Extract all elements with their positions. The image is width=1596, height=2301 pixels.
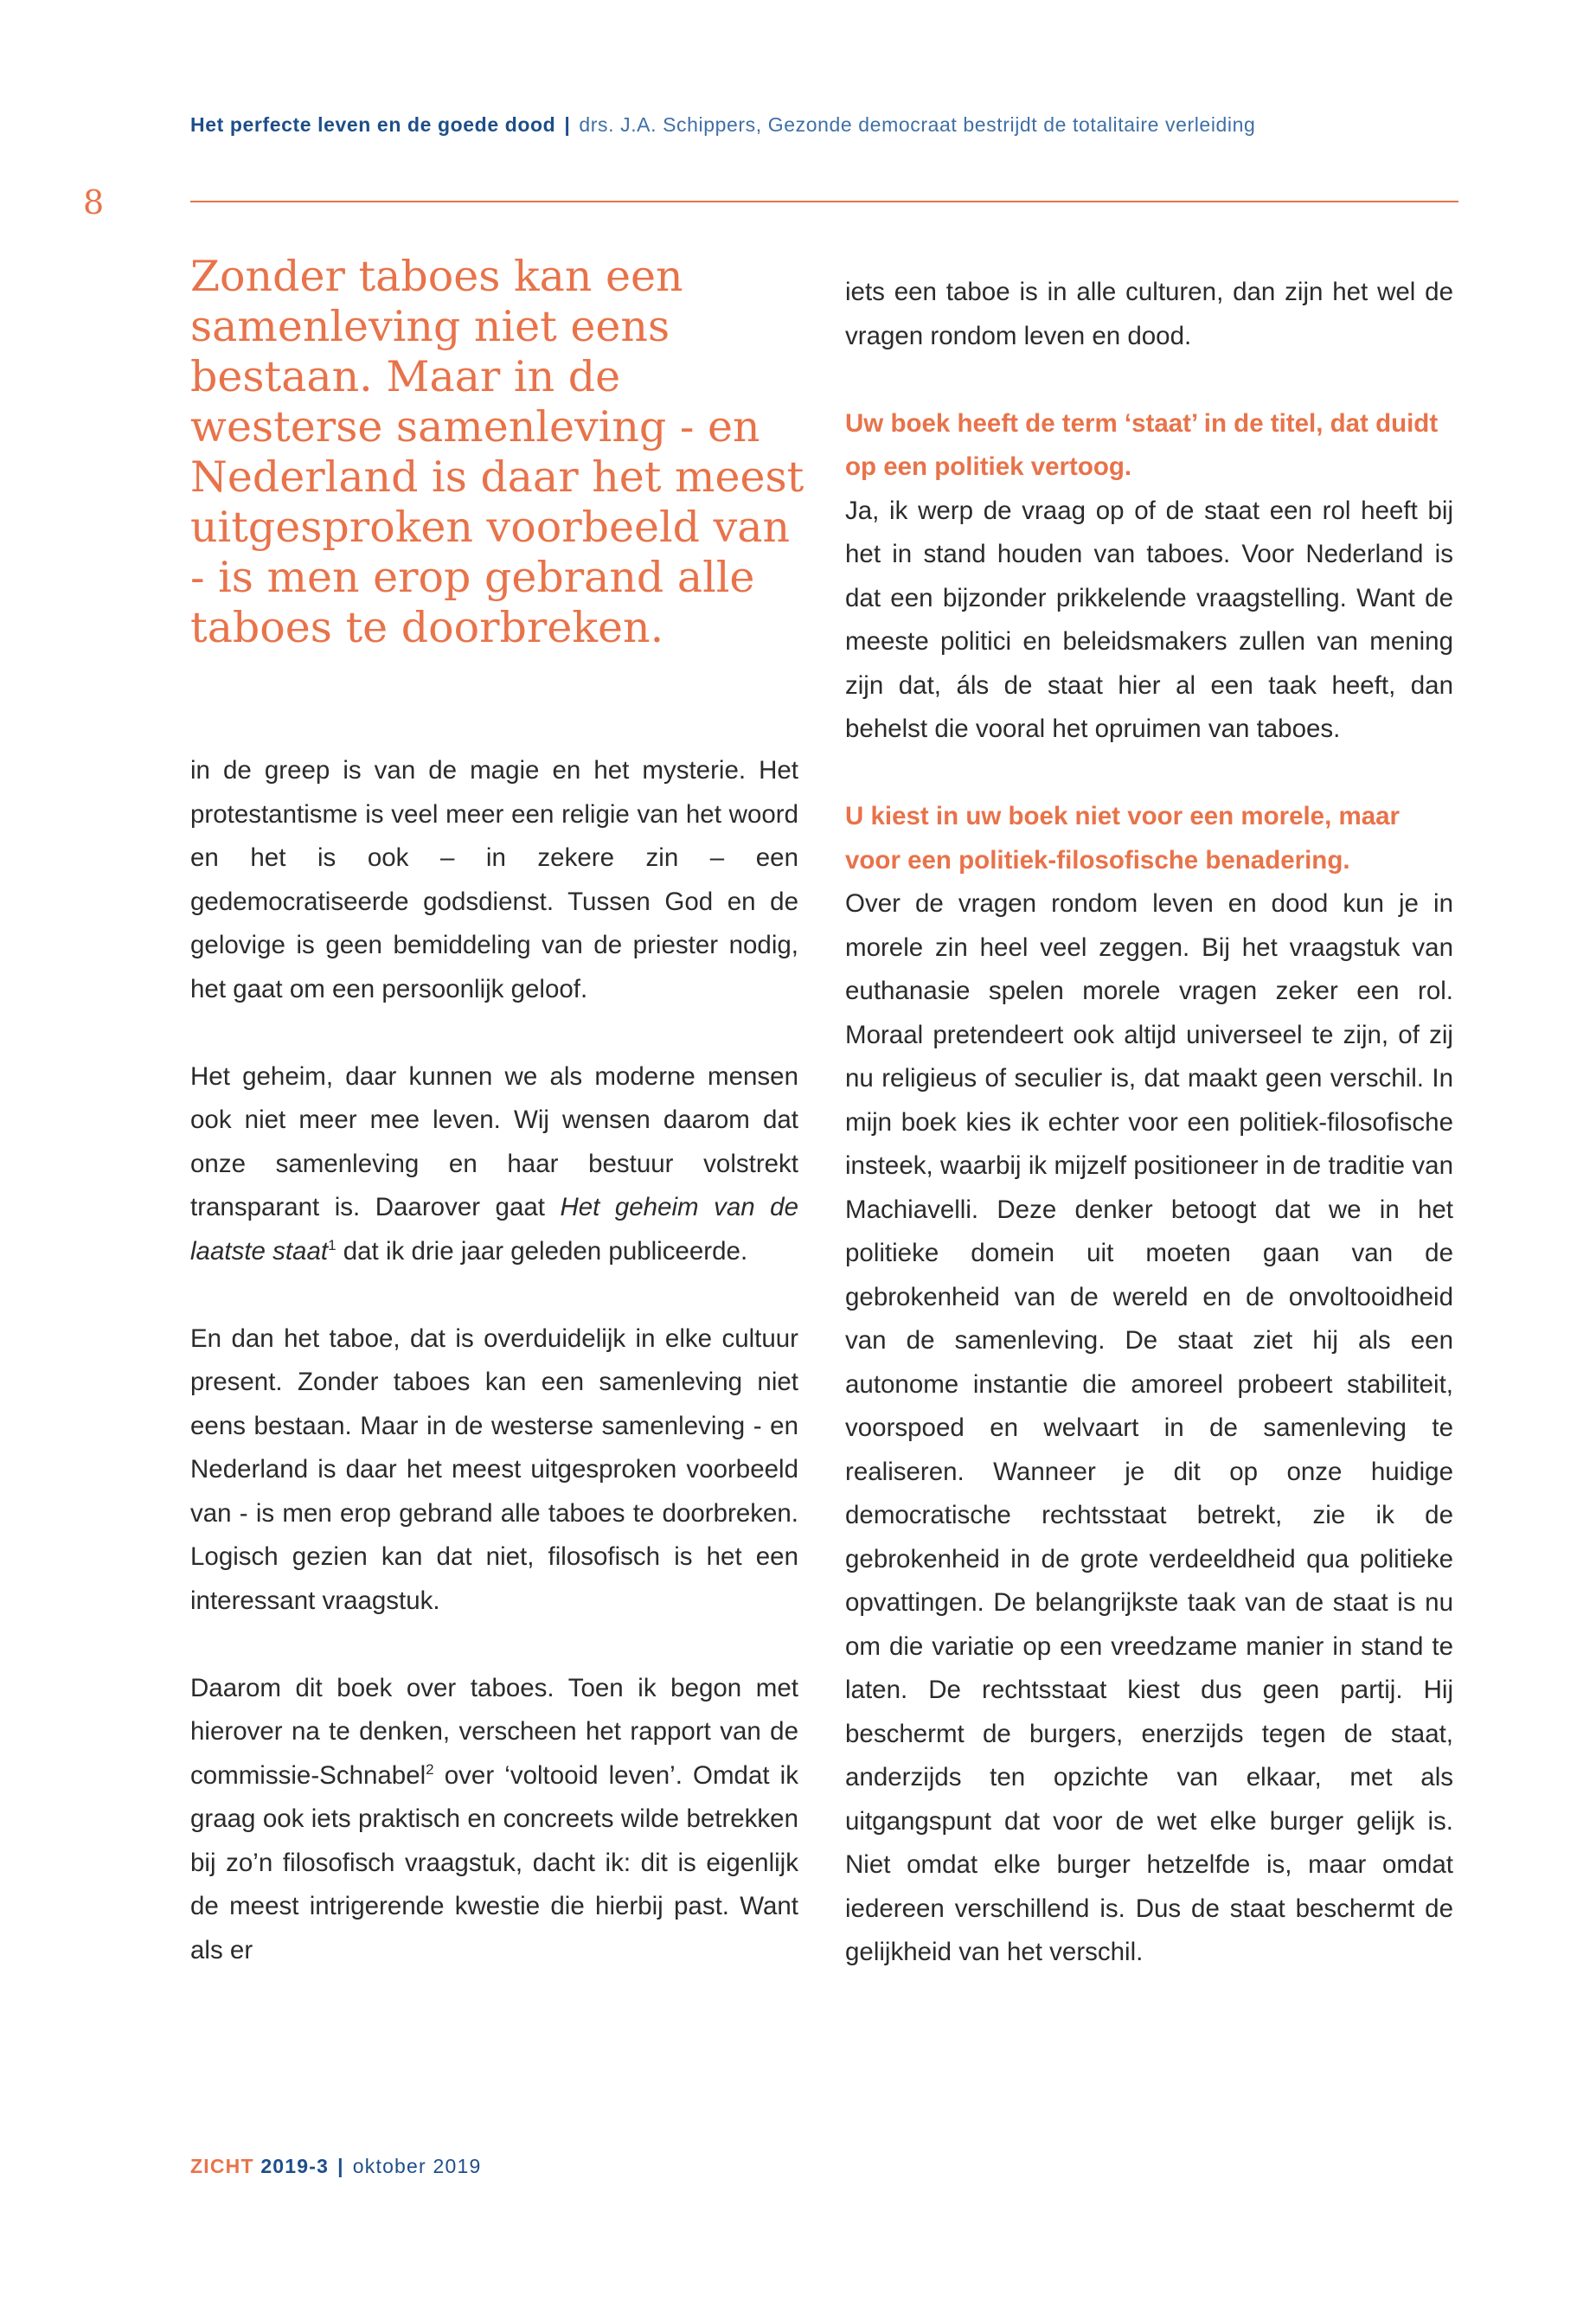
- qa-block: [845, 402, 1453, 752]
- paragraph-text: dat ik drie jaar geleden publiceerde.: [336, 1236, 748, 1266]
- header-rule: [190, 201, 1458, 202]
- running-header: [190, 113, 1453, 137]
- header-separator: |: [564, 113, 571, 136]
- right-column: [845, 271, 1453, 1975]
- book-title: Het geheim van de laatste staat: [190, 1193, 798, 1266]
- page-footer: [190, 2155, 481, 2178]
- footer-issue: 2019-3: [260, 2155, 330, 2177]
- interview-answer: Ja, ik werp de vraag op of de staat een rol heeft bij het in stand houden van taboes. Voor Nederland is dat een bijzonder prikkelende vraagstelling. Want de meeste politici en beleidsmakers zullen van mening zijn dat, áls de staat hier al een taak heeft, dan behelst die vooral het opruimen van taboes.: [845, 496, 1453, 743]
- footnote-ref-2: 2: [426, 1760, 434, 1778]
- footnote-ref-1: 1: [328, 1236, 337, 1253]
- paragraph-text: over ‘voltooid leven’. Omdat ik graag ook iets praktisch en concreets wilde betrekken bij zo’n filosofisch vraagstuk, dacht ik: dit is eigenlijk de meest intrigerende kwestie die hierbij past. Want als er: [190, 1760, 798, 1965]
- interview-question: U kiest in uw boek niet voor een morele, maar voor een politiek-filosofische benadering.: [845, 802, 1401, 875]
- footer-brand: ZICHT: [190, 2155, 254, 2177]
- footer-separator: |: [337, 2155, 344, 2177]
- left-column: [190, 749, 798, 1972]
- pull-quote: Zonder taboes kan een samenleving niet eens bestaan. Maar in de westerse samenleving - en Nederland is daar het meest uitgesproken voorbeeld van - is men erop gebrand alle taboes te doorbreken.: [190, 252, 804, 652]
- interview-question: Uw boek heeft de term ‘staat’ in de titel, dat duidt op een politiek vertoog.: [845, 408, 1439, 481]
- page-number: 8: [83, 183, 105, 221]
- paragraph-text: Het geheim, daar kunnen we als moderne mensen ook niet meer mee leven. Wij wensen daarom dat onze samenleving en haar bestuur volstrekt transparant is. Daarover gaat: [190, 1061, 798, 1221]
- qa-block: [845, 795, 1453, 1975]
- body-paragraph: iets een taboe is in alle culturen, dan zijn het wel de vragen rondom leven en dood.: [845, 278, 1453, 350]
- footer-date: oktober 2019: [352, 2155, 482, 2177]
- body-paragraph: in de greep is van de magie en het mysterie. Het protestantisme is veel meer een religie van het woord en het is ook – in zekere zin – een gedemocratiseerde godsdienst. Tussen God en de gelovige is geen bemiddeling van de priester nodig, het gaat om een persoonlijk geloof.: [190, 756, 798, 1003]
- interview-answer: Over de vragen rondom leven en dood kun je in morele zin heel veel zeggen. Bij het vraagstuk van euthanasie spelen morele vragen zeker een rol. Moraal pretendeert ook altijd universeel te zijn, of zij nu religieus of seculier is, dat maakt geen verschil. In mijn boek kies ik echter voor een politiek-filosofische insteek, waarbij ik mijzelf positioneer in de traditie van Machiavelli. Deze denker betoogt dat we in het politieke domein uit moeten gaan van de gebrokenheid van de wereld en de onvoltooidheid van de samenleving. De staat ziet hij als een autonome instantie die amoreel probeert stabiliteit, voorspoed en welvaart in de samenleving te realiseren. Wanneer je dit op onze huidige democratische rechtsstaat betrekt, zie ik de gebrokenheid in de grote verdeeldheid qua politieke opvattingen. De belangrijkste taak van de staat is nu om die variatie op een vreedzame manier in stand te laten. De rechtsstaat kiest dus geen partij. Hij beschermt de burgers, enerzijds tegen de staat, anderzijds ten opzichte van elkaar, met als uitgangspunt dat voor de wet elke burger gelijk is. Niet omdat elke burger hetzelfde is, maar omdat iedereen verschillend is. Dus de staat beschermt de gelijkheid van het verschil.: [845, 889, 1453, 1966]
- header-subtitle: drs. J.A. Schippers, Gezonde democraat bestrijdt de totalitaire verleiding: [579, 113, 1256, 136]
- paragraph-text: Daarom dit boek over taboes. Toen ik begon met hierover na te denken, verscheen het rapport van de commissie-Schnabel: [190, 1673, 798, 1790]
- header-title: Het perfecte leven en de goede dood: [190, 113, 556, 136]
- body-paragraph: [190, 1667, 798, 1973]
- body-paragraph: En dan het taboe, dat is overduidelijk in elke cultuur present. Zonder taboes kan een samenleving niet eens bestaan. Maar in de westerse samenleving - en Nederland is daar het meest uitgesproken voorbeeld van - is men erop gebrand alle taboes te doorbreken. Logisch gezien kan dat niet, filosofisch is het een interessant vraagstuk.: [190, 1324, 798, 1615]
- body-paragraph: [190, 1055, 798, 1274]
